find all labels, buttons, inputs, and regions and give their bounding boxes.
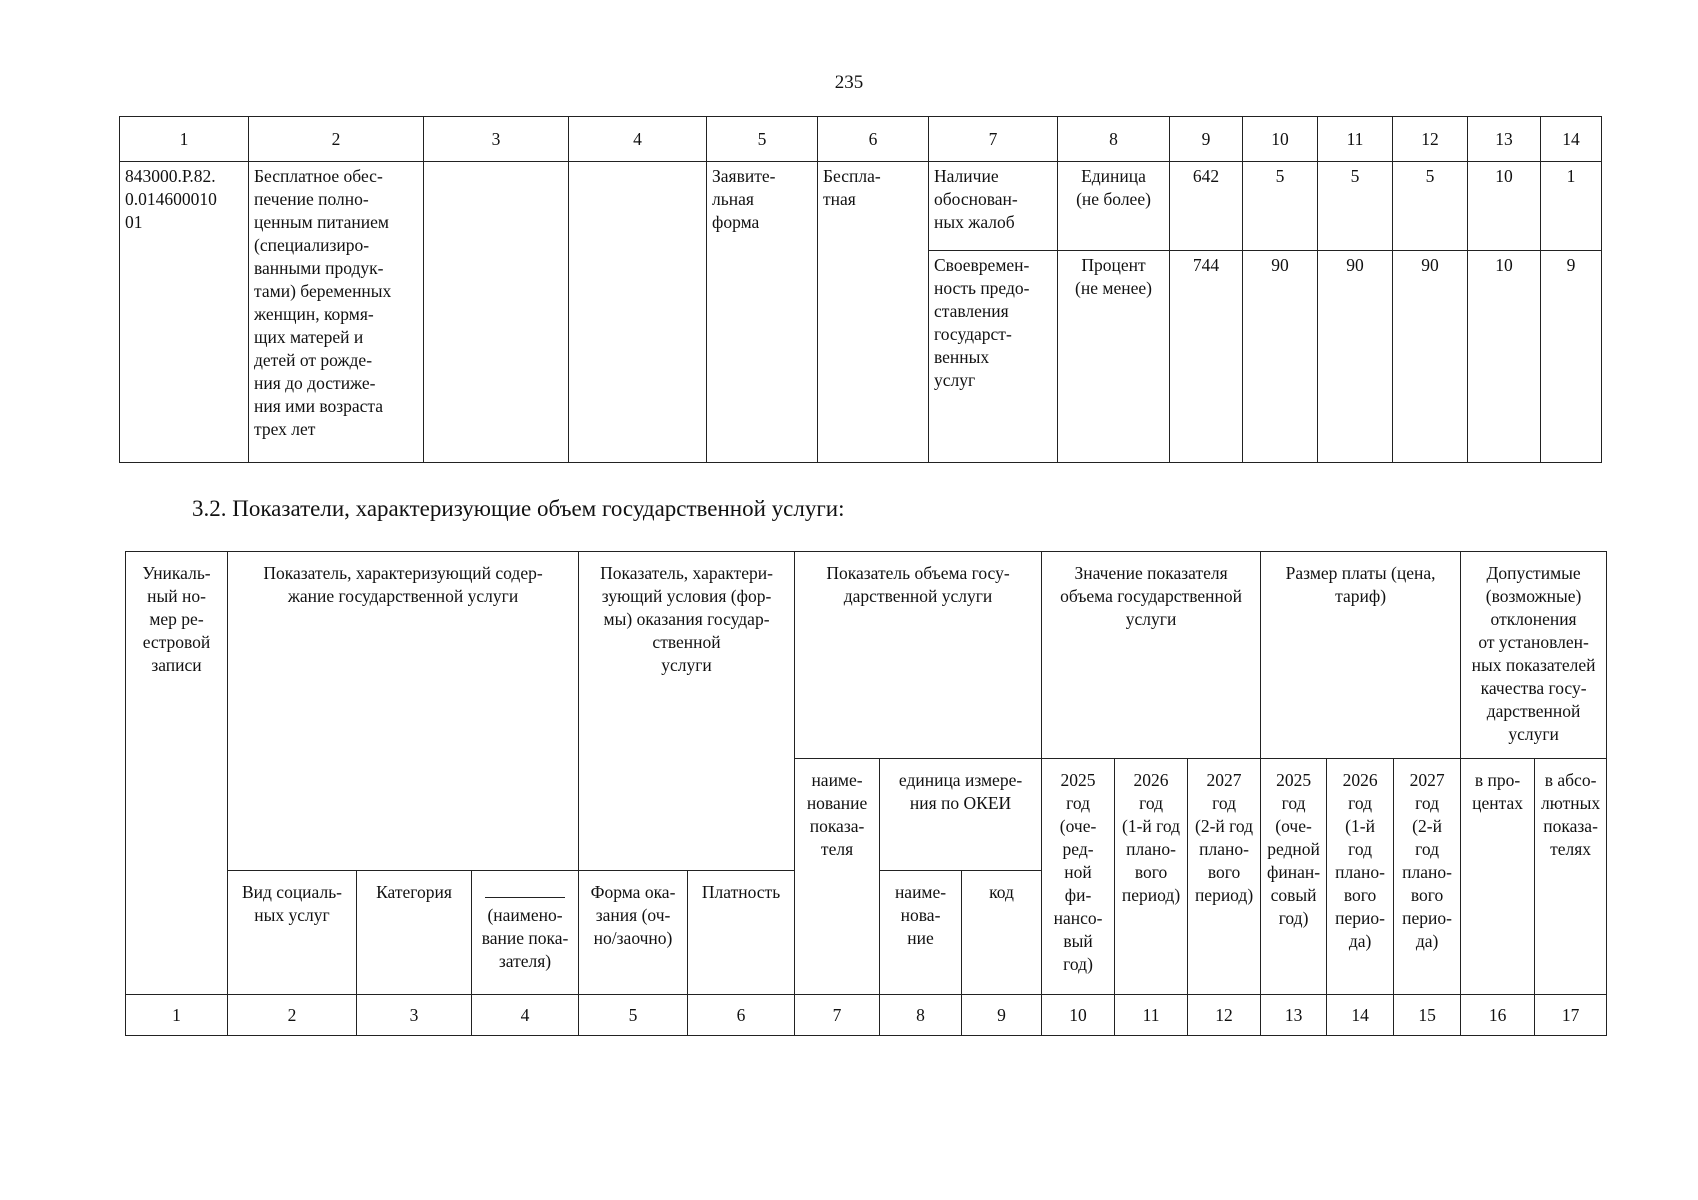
indicator-name: Своевремен- ность предо- ставления государст- венных услуг bbox=[929, 251, 1058, 463]
blank-underline bbox=[485, 887, 565, 898]
header-deviation: Допустимые (возможные) отклонения от установлен- ных показателей качества госу- дарственной услуги bbox=[1461, 552, 1607, 759]
header-indicator-blank-caption: (наимено- вание пока- зателя) bbox=[481, 905, 569, 971]
value-2027: 5 bbox=[1393, 162, 1468, 251]
registry-number: 843000.Р.82. 0.014600010 01 bbox=[120, 162, 249, 463]
col-number: 10 bbox=[1243, 117, 1318, 162]
table-row bbox=[120, 162, 1602, 251]
column-number-row bbox=[126, 995, 1607, 1036]
indicator-name: Наличие обоснован- ных жалоб bbox=[929, 162, 1058, 251]
header-service-form: Форма ока- зания (оч- но/заочно) bbox=[579, 871, 688, 995]
section-title: 3.2. Показатели, характеризующие объем государственной услуги: bbox=[192, 496, 845, 521]
col-number: 17 bbox=[1535, 995, 1607, 1036]
service-payment: Беспла- тная bbox=[818, 162, 929, 463]
value-2025: 90 bbox=[1243, 251, 1318, 463]
header-volume-value: Значение показателя объема государственной услуги bbox=[1042, 552, 1261, 759]
header-okei-unit: единица измере- ния по ОКЕИ bbox=[880, 759, 1042, 871]
header-category: Категория bbox=[357, 871, 472, 995]
value-2026: 90 bbox=[1318, 251, 1393, 463]
header-value-2025: 2025 год (оче- ред- ной фи- нансо- вый год) bbox=[1042, 759, 1115, 995]
unit-code: 642 bbox=[1170, 162, 1243, 251]
col-number: 7 bbox=[795, 995, 880, 1036]
col-number: 9 bbox=[1170, 117, 1243, 162]
col-number: 5 bbox=[579, 995, 688, 1036]
col-number: 8 bbox=[1058, 117, 1170, 162]
col-number: 11 bbox=[1115, 995, 1188, 1036]
col-number: 5 bbox=[707, 117, 818, 162]
col-number: 11 bbox=[1318, 117, 1393, 162]
header-indicator-name: наиме- нование показа- теля bbox=[795, 759, 880, 995]
header-value-2027: 2027 год (2-й год плано- вого период) bbox=[1188, 759, 1261, 995]
col-number: 3 bbox=[424, 117, 569, 162]
indicator-unit: Процент (не менее) bbox=[1058, 251, 1170, 463]
header-unique-number: Уникаль- ный но- мер ре- естровой записи bbox=[126, 552, 228, 995]
value-2026: 5 bbox=[1318, 162, 1393, 251]
header-conditions-indicator: Показатель, характери- зующий условия (фор- мы) оказания государ- ственной услуги bbox=[579, 552, 795, 871]
col-number: 10 bbox=[1042, 995, 1115, 1036]
service-content: Бесплатное обес- печение полно- ценным питанием (специализиро- ванными продук- тами) беременных женщин, кормя- щих матерей и детей от рожде- ния до достиже- ния ими возраста трех лет bbox=[249, 162, 424, 463]
col-number: 1 bbox=[126, 995, 228, 1036]
header-fee-2025: 2025 год (оче- редной финан- совый год) bbox=[1261, 759, 1327, 995]
indicator-unit: Единица (не более) bbox=[1058, 162, 1170, 251]
col-number: 8 bbox=[880, 995, 962, 1036]
header-social-service-type: Вид социаль- ных услуг bbox=[228, 871, 357, 995]
header-volume-indicator: Показатель объема госу- дарственной услуги bbox=[795, 552, 1042, 759]
col-number: 4 bbox=[472, 995, 579, 1036]
col-number: 6 bbox=[818, 117, 929, 162]
header-row bbox=[126, 552, 1607, 759]
deviation-percent: 10 bbox=[1468, 251, 1541, 463]
header-content-indicator: Показатель, характеризующий содер- жание государственной услуги bbox=[228, 552, 579, 871]
col-number: 2 bbox=[249, 117, 424, 162]
header-fee-2026: 2026 год (1-й год плано- вого перио- да) bbox=[1327, 759, 1394, 995]
col-number: 9 bbox=[962, 995, 1042, 1036]
deviation-absolute: 1 bbox=[1541, 162, 1602, 251]
col-number: 14 bbox=[1327, 995, 1394, 1036]
col-number: 13 bbox=[1261, 995, 1327, 1036]
col-number: 2 bbox=[228, 995, 357, 1036]
header-okei-name: наиме- нова- ние bbox=[880, 871, 962, 995]
col-number: 12 bbox=[1188, 995, 1261, 1036]
header-fee-2027: 2027 год (2-й год плано- вого перио- да) bbox=[1394, 759, 1461, 995]
col-number: 15 bbox=[1394, 995, 1461, 1036]
col-number: 16 bbox=[1461, 995, 1535, 1036]
col-number: 7 bbox=[929, 117, 1058, 162]
page-number: 235 bbox=[834, 72, 864, 93]
header-indicator-blank bbox=[472, 871, 579, 995]
header-deviation-absolute: в абсо- лютных показа- телях bbox=[1535, 759, 1607, 995]
col-number: 3 bbox=[357, 995, 472, 1036]
unit-code: 744 bbox=[1170, 251, 1243, 463]
service-form: Заявите- льная форма bbox=[707, 162, 818, 463]
col-number: 13 bbox=[1468, 117, 1541, 162]
col-number: 4 bbox=[569, 117, 707, 162]
value-2027: 90 bbox=[1393, 251, 1468, 463]
volume-indicators-table bbox=[125, 551, 1607, 1036]
col-number: 1 bbox=[120, 117, 249, 162]
col-number: 6 bbox=[688, 995, 795, 1036]
header-deviation-percent: в про- центах bbox=[1461, 759, 1535, 995]
col-number: 12 bbox=[1393, 117, 1468, 162]
header-payment: Платность bbox=[688, 871, 795, 995]
empty-cell bbox=[569, 162, 707, 463]
deviation-absolute: 9 bbox=[1541, 251, 1602, 463]
quality-indicators-table bbox=[119, 116, 1602, 463]
header-fee: Размер платы (цена, тариф) bbox=[1261, 552, 1461, 759]
empty-cell bbox=[424, 162, 569, 463]
col-number: 14 bbox=[1541, 117, 1602, 162]
column-number-row bbox=[120, 117, 1602, 162]
header-value-2026: 2026 год (1-й год плано- вого период) bbox=[1115, 759, 1188, 995]
deviation-percent: 10 bbox=[1468, 162, 1541, 251]
header-okei-code: код bbox=[962, 871, 1042, 995]
value-2025: 5 bbox=[1243, 162, 1318, 251]
